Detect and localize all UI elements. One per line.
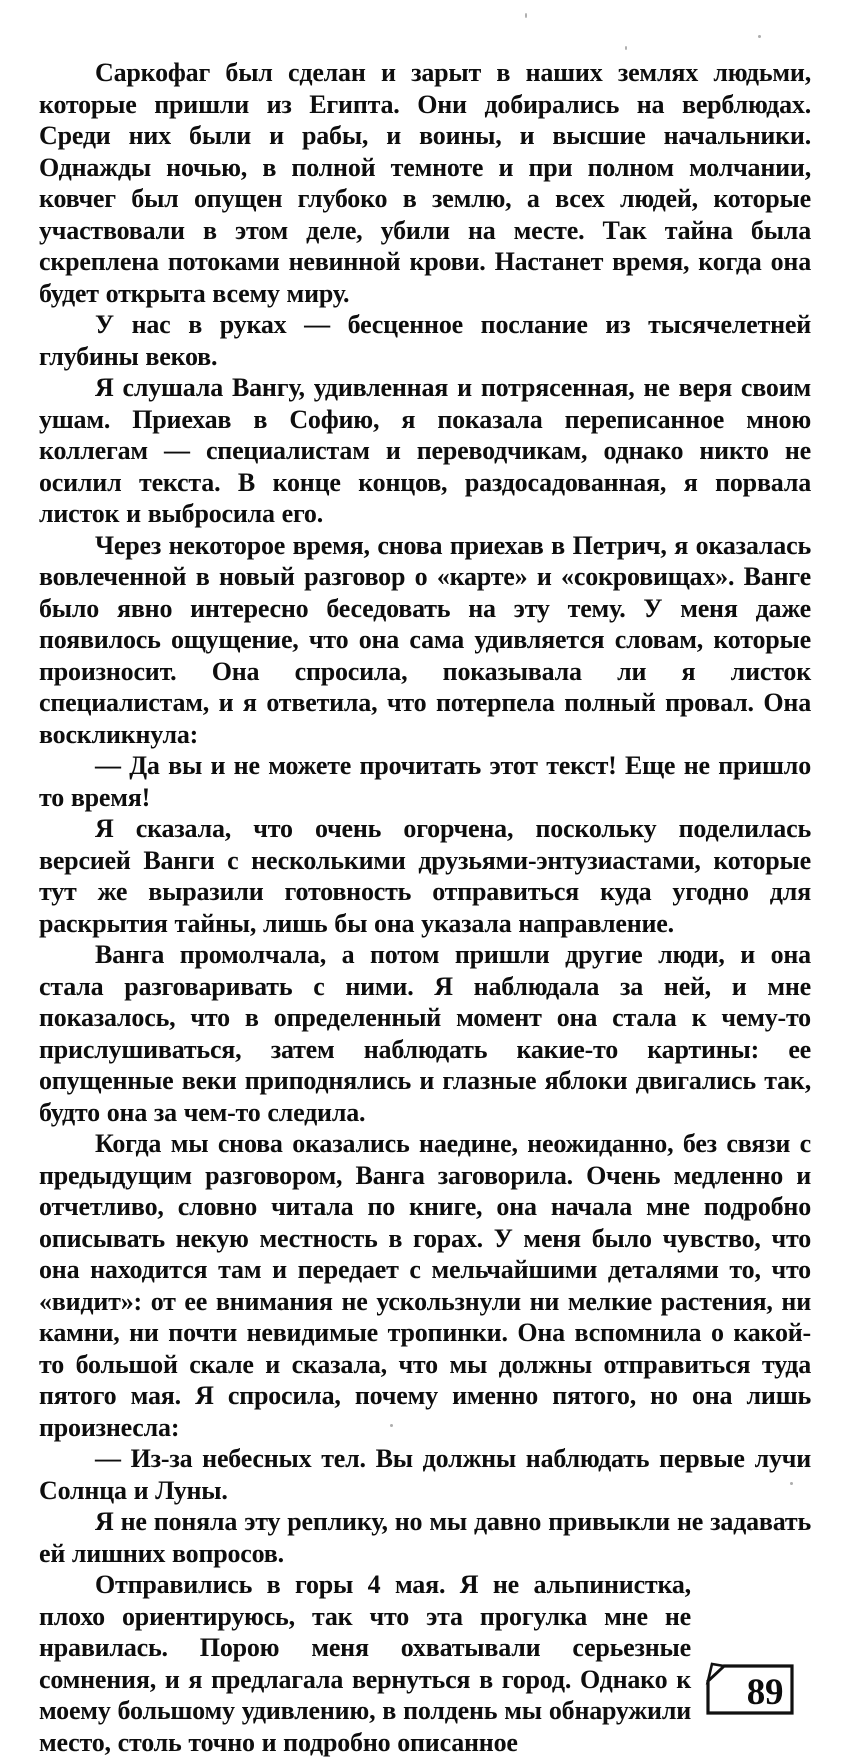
page-number-box (705, 1662, 795, 1716)
paragraph: Через некоторое время, снова приехав в Петрич, я оказалась вовлеченной в новый разговор о «карте» и «сокровищах». Ванге было явно интересно беседовать на эту тему. У меня даже появилось ощущение, что она сама удивляется словам, которые произносит. Она спросила, показывала ли я листок специалистам, и я ответила, что потерпела полный провал. Она воскликнула: (39, 530, 811, 749)
paragraph: Я слушала Вангу, удивленная и потрясенная, не веря своим ушам. Приехав в Софию, я показала переписанное мною коллегам — специалистам и переводчикам, однако никто не осилил текста. В конце концов, раздосадованная, я порвала листок и выбросила его. (39, 373, 811, 528)
paragraph: Когда мы снова оказались наедине, неожиданно, без связи с предыдущим разговором, Ванга заговорила. Очень медленно и отчетливо, словно читала по книге, она начала мне подробно описывать некую местность в горах. У меня было чувство, что она находится там и передает с мельчайшими деталями то, что «видит»: от ее внимания не ускользнули ни мелкие растения, ни камни, ни почти невидимые тропинки. Она вспомнила о какой-то большой скале и сказала, что мы должны отправиться туда пятого мая. Я спросила, почему именно пятого, но она лишь произнесла: (39, 1129, 811, 1442)
scan-speck (790, 1482, 793, 1485)
paragraph: Саркофаг был сделан и зарыт в наших землях людьми, которые пришли из Египта. Они добирались на верблюдах. Среди них были и рабы, и воины, и высшие начальники. Однажды ночью, в полной темноте и при полном молчании, ковчег был опущен глубоко в землю, а всех людей, которые участвовали в этом деле, убили на месте. Так тайна была скреплена потоками невинной крови. Настанет время, когда она будет открыта всему миру. (39, 58, 811, 308)
paragraph (39, 1569, 811, 1758)
scan-speck (625, 46, 627, 50)
paragraph: Я не поняла эту реплику, но мы давно привыкли не задавать ей лишних вопросов. (39, 1507, 811, 1568)
page-number: 89 (746, 1672, 784, 1713)
scan-speck (390, 1424, 393, 1427)
scan-speck (525, 13, 527, 18)
paragraph-text: Отправились в горы 4 мая. Я не альпинистка, плохо ориентируюсь, так что эта прогулка мне не нравилась. Порою меня охватывали серьезные сомнения, и я предлагала вернуться в город. Однако к моему большому удивлению, в полдень мы обнаружили место, столь точно и подробно описанное (39, 1570, 691, 1757)
paragraph: Я сказала, что очень огорчена, поскольку поделилась версией Ванги с несколькими друзьями-энтузиастами, которые тут же выразили готовность отправиться куда угодно для раскрытия тайны, лишь бы она указала направление. (39, 814, 811, 938)
paragraph: Ванга промолчала, а потом пришли другие люди, и она стала разговаривать с ними. Я наблюдала за ней, и мне показалось, что в определенный момент она стала к чему-то прислушиваться, затем наблюдать какие-то картины: ее опущенные веки приподнялись и глазные яблоки двигались так, будто она за чем-то следила. (39, 940, 811, 1127)
paragraph: У нас в руках — бесценное послание из тысячелетней глубины веков. (39, 310, 811, 371)
dialogue-paragraph: — Да вы и не можете прочитать этот текст! Еще не пришло то время! (39, 751, 811, 812)
dog-ear-page-icon (705, 1662, 795, 1716)
scan-speck (758, 35, 761, 38)
dialogue-paragraph: — Из-за небесных тел. Вы должны наблюдать первые лучи Солнца и Луны. (39, 1444, 811, 1505)
